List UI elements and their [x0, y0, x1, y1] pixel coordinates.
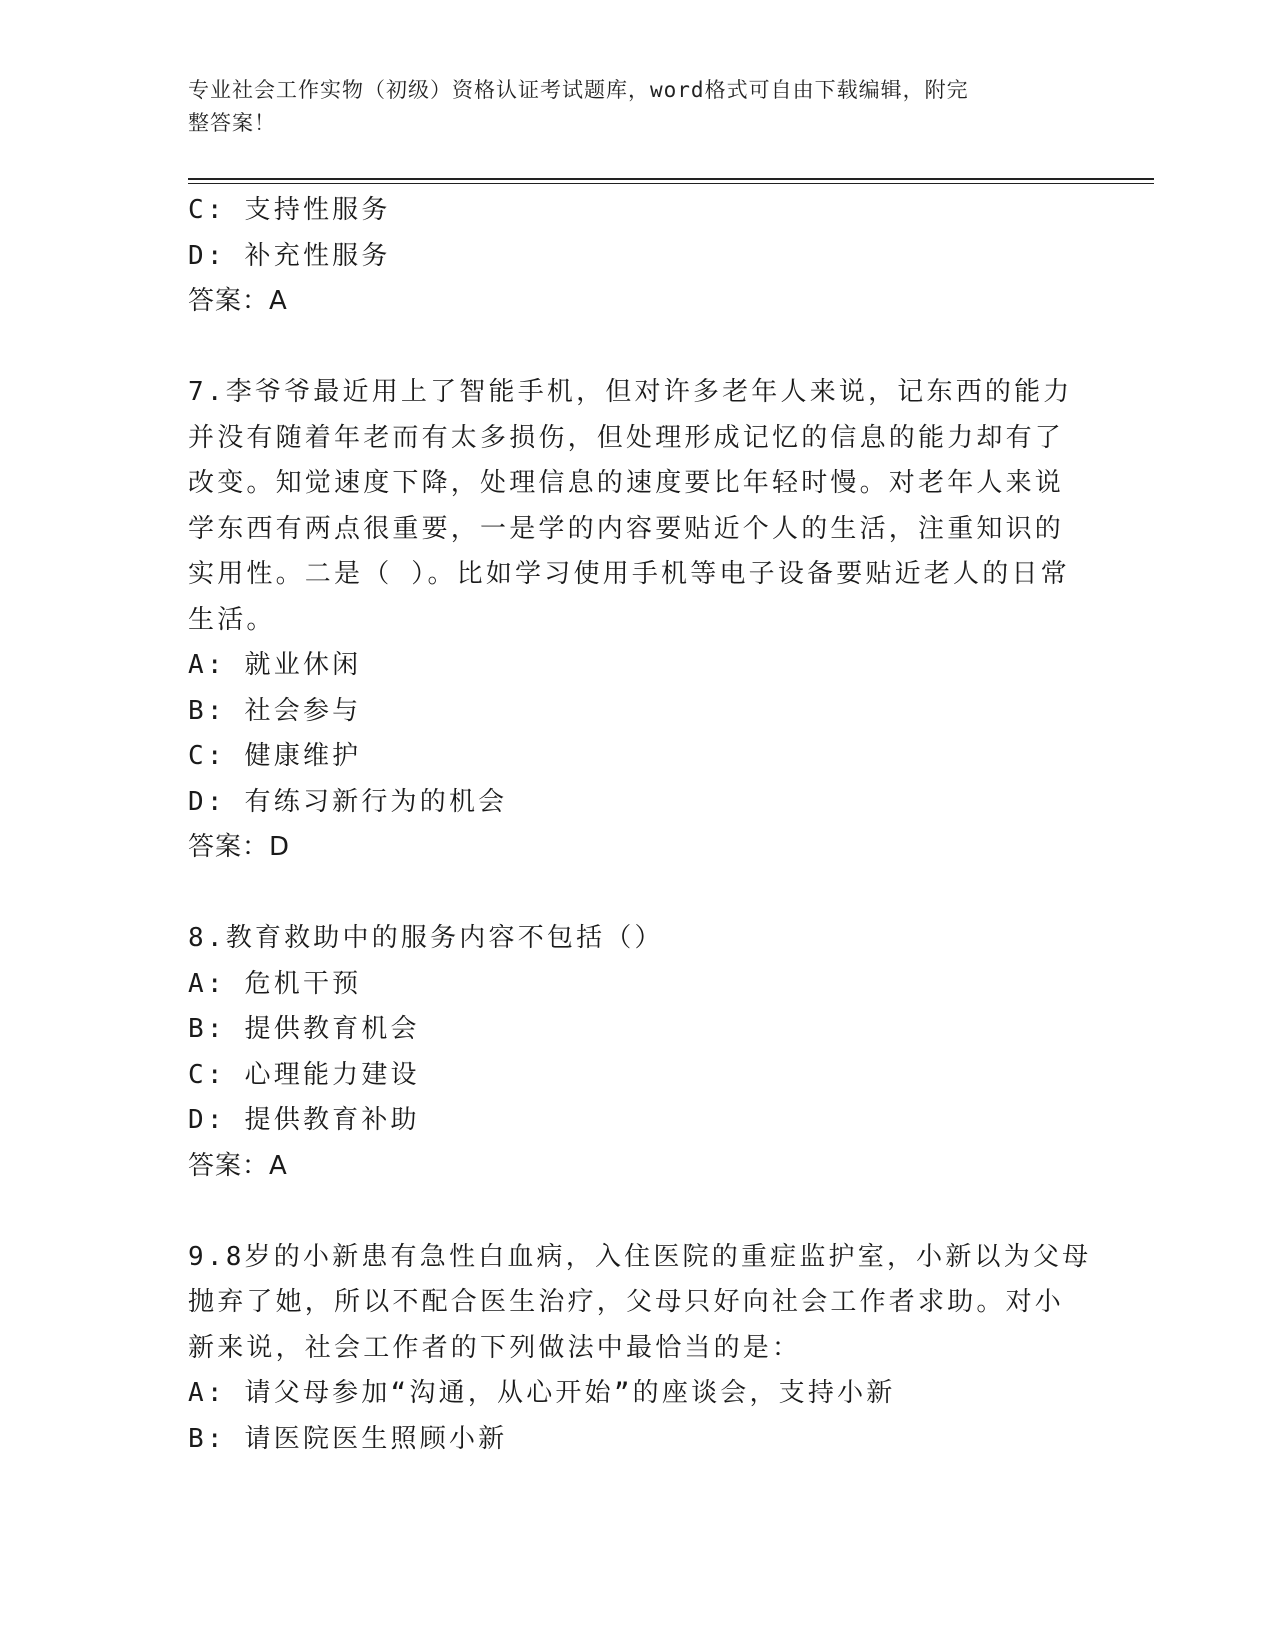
question-stem-line: 抛弃了她，所以不配合医生治疗，父母只好向社会工作者求助。对小 [188, 1287, 1065, 1317]
option-b: B: 提供教育机会 [188, 1014, 420, 1044]
option-a: A: 请父母参加“沟通，从心开始”的座谈会，支持小新 [188, 1378, 896, 1408]
answer: 答案：D [188, 832, 291, 862]
option-d: D: 有练习新行为的机会 [188, 786, 508, 817]
question-stem-line: 并没有随着年老而有太多损伤，但处理形成记忆的信息的能力却有了 [188, 422, 1065, 453]
option-d: D: 补充性服务 [188, 240, 391, 271]
question-stem-line: 学东西有两点很重要，一是学的内容要贴近个人的生活，注重知识的 [188, 513, 1065, 544]
question-7 [188, 370, 1088, 871]
question-6-tail [188, 188, 1088, 325]
question-9 [188, 1235, 1092, 1463]
option-a: A: 就业休闲 [188, 650, 362, 680]
header-line-1: 专业社会工作实物（初级）资格认证考试题库，word格式可自由下载编辑，附完 [188, 78, 969, 102]
header-rule-thick [188, 178, 1154, 180]
answer: 答案：A [188, 1150, 288, 1181]
header-rule-thin [188, 183, 1154, 184]
question-stem-line: 9.8岁的小新患有急性白血病，入住医院的重症监护室，小新以为父母 [188, 1241, 1092, 1272]
option-c: C: 健康维护 [188, 741, 362, 771]
question-stem-line: 8.教育救助中的服务内容不包括（） [188, 923, 664, 953]
option-c: C: 支持性服务 [188, 195, 391, 225]
question-stem-line: 改变。知觉速度下降，处理信息的速度要比年轻时慢。对老年人来说 [188, 468, 1065, 498]
option-a: A: 危机干预 [188, 968, 362, 999]
spacer [188, 325, 1088, 371]
question-content [188, 188, 1092, 1462]
answer: 答案：A [188, 286, 288, 316]
option-c: C: 心理能力建设 [188, 1059, 420, 1090]
question-stem-line: 实用性。二是（ ）。比如学习使用手机等电子设备要贴近老人的日常 [188, 559, 1070, 589]
page-header [188, 74, 1068, 140]
option-b: B: 请医院医生照顾小新 [188, 1423, 508, 1454]
question-stem-line: 生活。 [188, 604, 276, 635]
spacer [188, 871, 1088, 917]
header-line-2: 整答案！ [188, 111, 276, 135]
question-8 [188, 916, 1088, 1189]
question-stem-line: 7.李爷爷最近用上了智能手机，但对许多老年人来说，记东西的能力 [188, 377, 1073, 407]
option-d: D: 提供教育补助 [188, 1105, 420, 1135]
question-stem-line: 新来说，社会工作者的下列做法中最恰当的是： [188, 1332, 802, 1363]
spacer [188, 1189, 1088, 1235]
option-b: B: 社会参与 [188, 695, 362, 726]
